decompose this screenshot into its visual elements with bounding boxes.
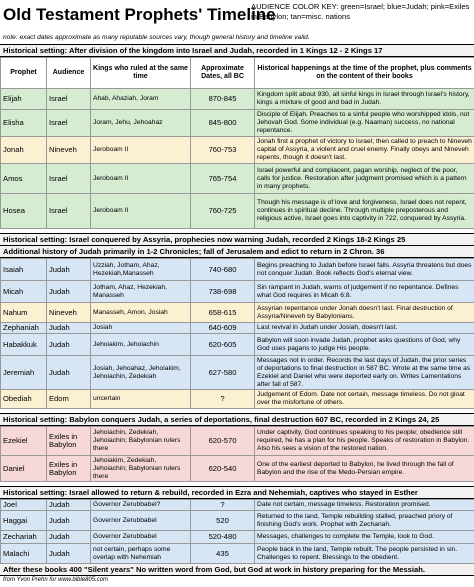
kings-cell: Jehoiachin, Zedekiah, Jehoiachin; Babylonian rulers there [91, 427, 191, 456]
history-cell: Last revival in Judah under Josiah, doesn't last. [255, 323, 474, 334]
prophet-cell: Jonah [1, 137, 47, 164]
audience-cell: Israel [47, 89, 91, 110]
history-cell: Returned to the land, Temple rebuilding stalled, preached priory of finishing God's work. Prophet with Zechariah. [255, 511, 474, 531]
footer-credit: from Yvon Prehn for www.bible805.com [3, 577, 109, 583]
table-row [1, 427, 474, 456]
kings-cell: Ahab, Ahaziah, Joram [91, 89, 191, 110]
dates-cell: 627-580 [191, 356, 255, 390]
col-kings: Kings who ruled at the same time [91, 58, 191, 89]
prophets-table [0, 258, 474, 409]
timeline-content [0, 45, 474, 564]
prophet-cell: Nahum [1, 303, 47, 323]
kings-cell: Jehoiakim, Zedekiah, Jehoiachin; Babylonian rulers there [91, 456, 191, 482]
table-row [1, 531, 474, 544]
dates-cell: 738-698 [191, 281, 255, 303]
prophet-cell: Malachi [1, 544, 47, 564]
prophets-table [0, 426, 474, 482]
section-subtitle: Additional history of Judah primarily in 1-2 Chronicles; fall of Jerusalem and edict to return in 2 Chron. 36 [0, 246, 474, 258]
prophet-cell: Daniel [1, 456, 47, 482]
audience-cell: Exiles in Babylon [47, 427, 91, 456]
col-history: Historical happenings at the time of the prophet, plus comments on the content of their books [255, 58, 474, 89]
prophet-cell: Elisha [1, 110, 47, 137]
audience-cell: Judah [47, 323, 91, 334]
table-row [1, 334, 474, 356]
audience-cell: Israel [47, 194, 91, 229]
dates-cell: 520 [191, 511, 255, 531]
audience-cell: Nineveh [47, 137, 91, 164]
table-row [1, 194, 474, 229]
table-row [1, 164, 474, 194]
prophets-table [0, 499, 474, 564]
dates-cell: 765-754 [191, 164, 255, 194]
section-title: Historical setting: Israel allowed to return & rebuild, recorded in Ezra and Nehemiah, captives who stayed in Esther [0, 487, 474, 499]
kings-cell: Jeroboam II [91, 137, 191, 164]
dates-cell: 845-800 [191, 110, 255, 137]
audience-cell: Judah [47, 544, 91, 564]
table-row [1, 500, 474, 511]
table-row [1, 259, 474, 281]
table-row [1, 356, 474, 390]
audience-cell: Judah [47, 334, 91, 356]
header [0, 0, 474, 32]
history-cell: Babylon will soon invade Judah, prophet asks questions of God, why God uses pagans to judge His people. [255, 334, 474, 356]
section-title: Historical setting: Israel conquered by Assyria, prophecies now warning Judah, recorded 2 Kings 18-2 Kings 25 [0, 234, 474, 246]
page-title: Old Testament Prophets' Timeline [3, 5, 276, 24]
audience-cell: Judah [47, 531, 91, 544]
prophet-cell: Zephaniah [1, 323, 47, 334]
table-row [1, 137, 474, 164]
audience-cell: Exiles in Babylon [47, 456, 91, 482]
history-cell: Under captivity, God continues speaking to his people; obedience still required, he has a plan for his people. Speaks of restoration in Babylon. Also his sees a vision of the restored nation. [255, 427, 474, 456]
table-row [1, 303, 474, 323]
history-cell: Begins preaching to Judah before Israel falls. Assyria threatens but does not conquer Judah. Book reflects God's eternal view. [255, 259, 474, 281]
history-cell: Judgement of Edom. Date not certain, message timeless. Do not gloat over the misfortune of others. [255, 390, 474, 409]
history-cell: Date not certain, message timeless. Restoration promised. [255, 500, 474, 511]
kings-cell: Jotham, Ahaz, Hezekiah, Manasseh [91, 281, 191, 303]
prophet-cell: Ezekiel [1, 427, 47, 456]
dates-cell: ? [191, 500, 255, 511]
audience-cell: Judah [47, 511, 91, 531]
kings-cell: Josiah [91, 323, 191, 334]
audience-cell: Nineveh [47, 303, 91, 323]
table-row [1, 544, 474, 564]
col-dates: Approximate Dates, all BC [191, 58, 255, 89]
audience-cell: Israel [47, 110, 91, 137]
history-cell: Disciple of Elijah. Preaches to a sinful people who worshipped idols, not Jehovah God. Some individual (e.g. Naaman) success, no national repentance. [255, 110, 474, 137]
kings-cell: Josiah, Jehoahaz, Jehoiakim, Jehoiachin, Zedekiah [91, 356, 191, 390]
kings-cell: Jeroboam II [91, 164, 191, 194]
history-cell: Israel powerful and complacent, pagan worship, neglect of the poor, calls for justice. Restoration after judgment promised which is a pattern in many prophets. [255, 164, 474, 194]
dates-cell: 620-570 [191, 427, 255, 456]
dates-cell: 435 [191, 544, 255, 564]
closing-note: After these books 400 "Silent years" No written word from God, but God at work in history preparing for the Messiah. [0, 564, 474, 576]
audience-cell: Judah [47, 281, 91, 303]
dates-note: note: exact dates approximate as many reputable sources vary, though general history and timeline valid. [0, 32, 474, 45]
prophet-cell: Micah [1, 281, 47, 303]
kings-cell: Governor Zerubbabel? [91, 500, 191, 511]
prophet-cell: Amos [1, 164, 47, 194]
audience-cell: Judah [47, 356, 91, 390]
kings-cell: Manasseh, Amon, Josiah [91, 303, 191, 323]
kings-cell: Joram, Jehu, Jehoahaz [91, 110, 191, 137]
col-audience: Audience [47, 58, 91, 89]
audience-cell: Judah [47, 500, 91, 511]
section-title: Historical setting: Babylon conquers Judah, a series of deportations, final destruction 607 BC, recorded in 2 Kings 24, 25 [0, 414, 474, 426]
dates-cell: 640-609 [191, 323, 255, 334]
history-cell: Though his message is of love and forgiveness, Israel does not repent, continues in spiritual decline. Through multiple preposterous and religious active, Israel goes into captivity in 722, conquered by Assyria. [255, 194, 474, 229]
prophets-table [0, 57, 474, 229]
table-row [1, 323, 474, 334]
kings-cell: Governor Zerubbabel [91, 531, 191, 544]
table-row [1, 110, 474, 137]
section-title: Historical setting: After division of the kingdom into Israel and Judah, recorded in 1 Kings 12 - 2 Kings 17 [0, 45, 474, 57]
prophet-cell: Isaiah [1, 259, 47, 281]
kings-cell: Jeroboam II [91, 194, 191, 229]
history-cell: One of the earliest deported to Babylon, he lived through the fall of Babylon and the rise of the Medo-Persian empire. [255, 456, 474, 482]
kings-cell: Uzziah, Jotham, Ahaz, Hezekiah,Manasseh [91, 259, 191, 281]
table-row [1, 456, 474, 482]
dates-cell: 740-680 [191, 259, 255, 281]
kings-cell: not certain, perhaps some overlap with Nehemiah [91, 544, 191, 564]
dates-cell: 870-845 [191, 89, 255, 110]
prophet-cell: Jeremiah [1, 356, 47, 390]
prophet-cell: Joel [1, 500, 47, 511]
kings-cell: Jehoiakim, Jehoiachin [91, 334, 191, 356]
dates-cell: 620-540 [191, 456, 255, 482]
history-cell: People back in the land, Temple rebuilt. The people persisted in sin. Challenges to repent. Blessings to the obedient. [255, 544, 474, 564]
dates-cell: 520-480 [191, 531, 255, 544]
kings-cell: Governor Zerubbabel [91, 511, 191, 531]
history-cell: Messages, challenges to complete the Temple, look to God. [255, 531, 474, 544]
history-cell: Messages not in order. Records the last days of Judah, the prior series of deportations to final destruction in 587 BC. Wrote at the same time as Ezekiel and Daniel who were deported early on. Writes Lamentations after fall of 587. [255, 356, 474, 390]
table-row [1, 390, 474, 409]
dates-cell: 658-615 [191, 303, 255, 323]
history-cell: Assyrian repentance under Jonah doesn't last. Final destruction of Assyria/Nineveh by Babylonians. [255, 303, 474, 323]
table-row [1, 89, 474, 110]
dates-cell: 760-725 [191, 194, 255, 229]
audience-cell: Judah [47, 259, 91, 281]
history-cell: Jonah first a prophet of victory to Israel; then called to preach to Nineveh capital of Assyria, a violent and cruel enemy. Finally obeys and Nineveh repents, though it doesn't last. [255, 137, 474, 164]
kings-cell: uncertain [91, 390, 191, 409]
prophet-cell: Zechariah [1, 531, 47, 544]
dates-cell: ? [191, 390, 255, 409]
audience-cell: Israel [47, 164, 91, 194]
history-cell: Sin rampant in Judah, warns of judgement if no repentance. Defines what God requires in Micah 6:8. [255, 281, 474, 303]
prophet-cell: Haggai [1, 511, 47, 531]
prophet-cell: Elijah [1, 89, 47, 110]
audience-cell: Edom [47, 390, 91, 409]
prophet-cell: Obediah [1, 390, 47, 409]
prophet-cell: Habakkuk [1, 334, 47, 356]
color-key: AUDIENCE COLOR KEY: green=Israel; blue=Judah; pink=Exiles in Babylon; tan=misc. nations [251, 2, 470, 21]
table-row [1, 281, 474, 303]
table-row [1, 511, 474, 531]
header-row [1, 58, 474, 89]
dates-cell: 760-753 [191, 137, 255, 164]
col-prophet: Prophet [1, 58, 47, 89]
dates-cell: 620-605 [191, 334, 255, 356]
prophet-cell: Hosea [1, 194, 47, 229]
history-cell: Kingdom split about 930, all sinful kings in Israel through Israel's history, kings a mixture of good and bad in Judah. [255, 89, 474, 110]
